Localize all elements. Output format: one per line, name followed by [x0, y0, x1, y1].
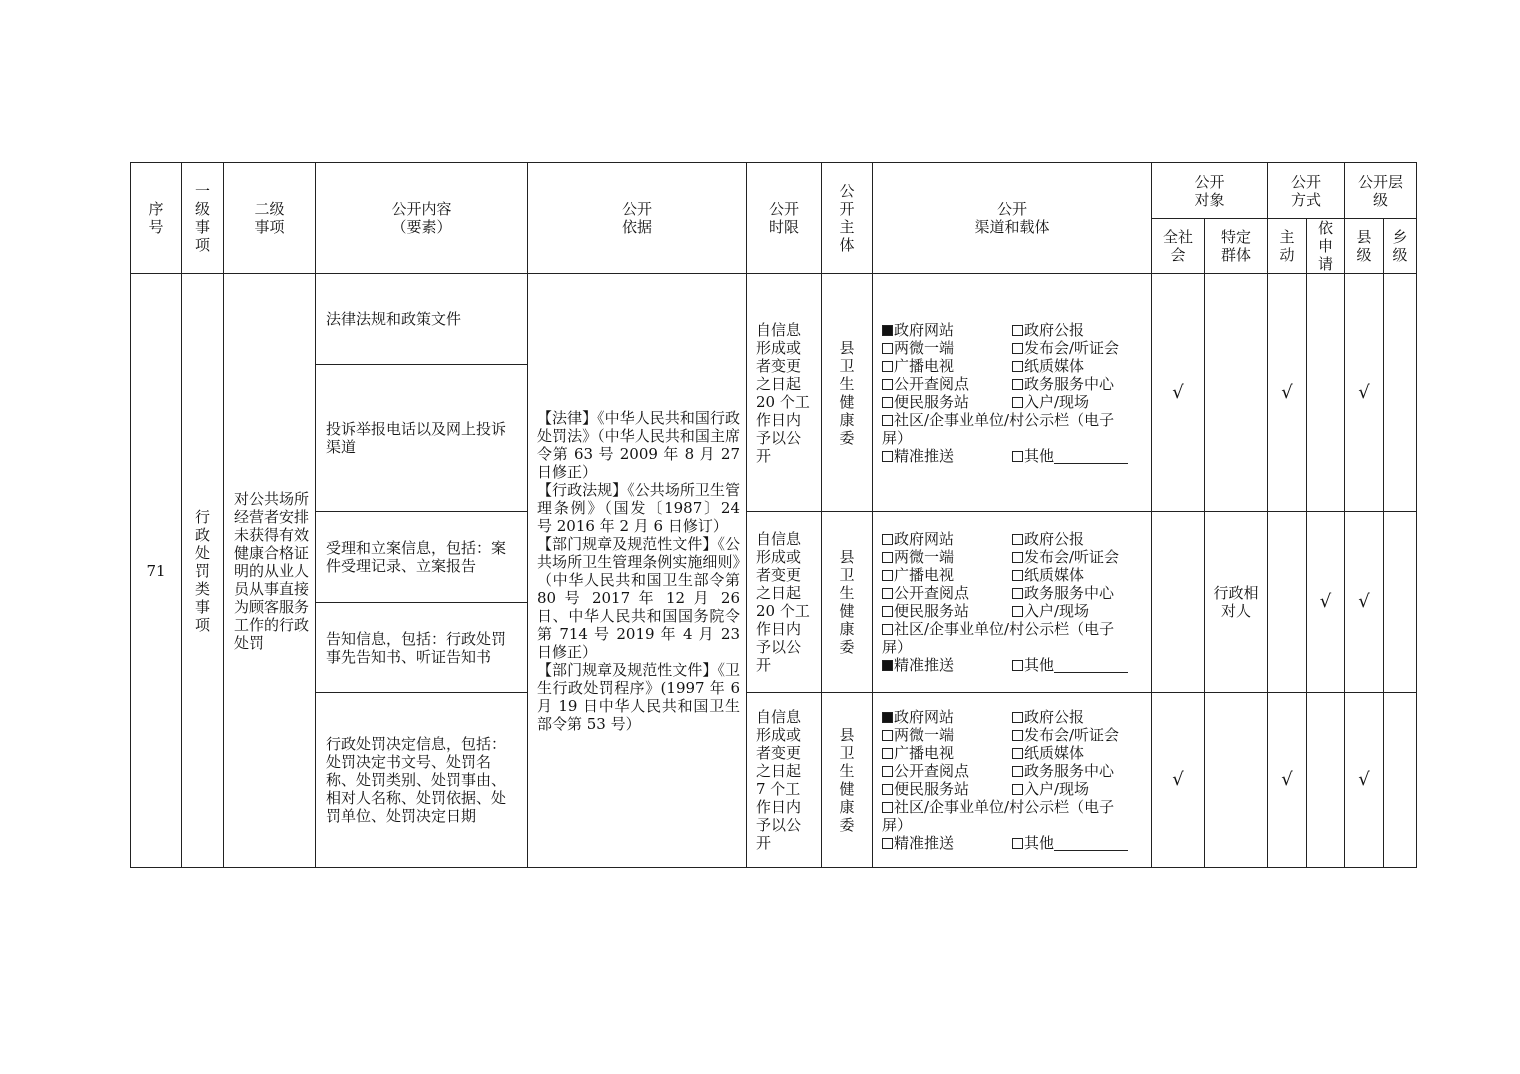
gov-site-checkbox[interactable]	[882, 712, 893, 723]
header-time-limit: 公开 时限	[747, 163, 822, 274]
header-target-all: 全社 会	[1152, 219, 1205, 274]
gov-site-checkbox[interactable]	[882, 534, 893, 545]
header-level2: 二级 事项	[224, 163, 316, 274]
bulletin-checkbox[interactable]	[882, 415, 893, 426]
content-item: 行政处罚决定信息，包括：处罚决定书文号、处罚名称、处罚类别、处罚事由、相对人名称、处罚依据、处罚单位、处罚决定日期	[316, 693, 528, 868]
channel-service-station: 便民服务站	[882, 393, 1012, 411]
disclosure-table	[130, 162, 1417, 868]
channel-other: 其他	[1012, 656, 1132, 674]
press-checkbox[interactable]	[1012, 730, 1023, 741]
channel-other: 其他	[1012, 447, 1132, 465]
header-subject: 公 开 主 体	[822, 163, 873, 274]
channel-paper: 纸质媒体	[1012, 744, 1132, 762]
service-station-checkbox[interactable]	[882, 784, 893, 795]
two-micro-checkbox[interactable]	[882, 343, 893, 354]
channel-door: 入户/现场	[1012, 602, 1132, 620]
door-checkbox[interactable]	[1012, 784, 1023, 795]
channel-gov-gazette: 政府公报	[1012, 321, 1132, 339]
time-limit: 自信息形成或者变更之日起 20 个工作日内予以公开	[747, 274, 822, 512]
method-apply-mark	[1307, 693, 1345, 868]
channel-service-station: 便民服务站	[882, 780, 1012, 798]
method-active-mark: √	[1268, 274, 1307, 512]
service-station-checkbox[interactable]	[882, 397, 893, 408]
paper-checkbox[interactable]	[1012, 361, 1023, 372]
channel-service-center: 政务服务中心	[1012, 584, 1132, 602]
press-checkbox[interactable]	[1012, 552, 1023, 563]
channel-press: 发布会/听证会	[1012, 548, 1132, 566]
row-level1: 行政处罚类事项	[182, 274, 224, 868]
method-apply-mark	[1307, 274, 1345, 512]
tv-checkbox[interactable]	[882, 570, 893, 581]
header-content: 公开内容 （要素）	[316, 163, 528, 274]
channel-door: 入户/现场	[1012, 780, 1132, 798]
channel-reading: 公开查阅点	[882, 375, 1012, 393]
tv-checkbox[interactable]	[882, 361, 893, 372]
paper-checkbox[interactable]	[1012, 570, 1023, 581]
header-method: 公开 方式	[1268, 163, 1345, 219]
channel-push: 精准推送	[882, 656, 1012, 674]
channel-paper: 纸质媒体	[1012, 357, 1132, 375]
two-micro-checkbox[interactable]	[882, 730, 893, 741]
service-station-checkbox[interactable]	[882, 606, 893, 617]
header-level1: 一 级 事 项	[182, 163, 224, 274]
subject: 县卫生健康委	[822, 693, 873, 868]
channel-door: 入户/现场	[1012, 393, 1132, 411]
target-all-mark: √	[1152, 693, 1205, 868]
channel-tv: 广播电视	[882, 744, 1012, 762]
header-method-active: 主 动	[1268, 219, 1307, 274]
channel-bulletin: 社区/企事业单位/村公示栏（电子屏）	[882, 620, 1115, 656]
row-basis: 【法律】《中华人民共和国行政处罚法》（中华人民共和国主席令第 63 号 2009 年 8 月 27 日修正） 【行政法规】《公共场所卫生管理条例》（国发〔1987〕24 号 2016 年 2 月 6 日修订） 【部门规章及规范性文件】《公共场所卫生管理条例实施细则》（中华人民共和国卫生部令第 80 号 2017 年 12 月 26 日、中华人民共和国国务院令第 714 号 2019 年 4 月 23 日修正） 【部门规章及规范性文件】《卫生行政处罚程序》(1997 年 6 月 19 日中华人民共和国卫生部令第 53 号）	[528, 274, 747, 868]
channel-grid	[882, 321, 1141, 465]
gov-gazette-checkbox[interactable]	[1012, 325, 1023, 336]
channel-gov-site: 政府网站	[882, 321, 1012, 339]
header-channel: 公开 渠道和载体	[873, 163, 1152, 274]
target-all-mark: √	[1152, 274, 1205, 512]
door-checkbox[interactable]	[1012, 606, 1023, 617]
channel-gov-site: 政府网站	[882, 708, 1012, 726]
gov-gazette-checkbox[interactable]	[1012, 534, 1023, 545]
other-checkbox[interactable]	[1012, 838, 1023, 849]
content-item: 告知信息，包括：行政处罚事先告知书、听证告知书	[316, 603, 528, 693]
row-level2: 对公共场所经营者安排未获得有效健康合格证明的从业人员从事直接为顾客服务工作的行政处罚	[224, 274, 316, 868]
target-specific: 行政相对人	[1205, 512, 1268, 693]
other-checkbox[interactable]	[1012, 451, 1023, 462]
header-level: 公开层 级	[1345, 163, 1417, 219]
method-active-mark: √	[1268, 693, 1307, 868]
gov-gazette-checkbox[interactable]	[1012, 712, 1023, 723]
target-specific	[1205, 693, 1268, 868]
level-county-mark: √	[1345, 274, 1384, 512]
channel-tv: 广播电视	[882, 357, 1012, 375]
paper-checkbox[interactable]	[1012, 748, 1023, 759]
channel-bulletin: 社区/企事业单位/村公示栏（电子屏）	[882, 410, 1115, 447]
service-center-checkbox[interactable]	[1012, 766, 1023, 777]
channel-gov-site: 政府网站	[882, 530, 1012, 548]
reading-checkbox[interactable]	[882, 766, 893, 777]
subject: 县卫生健康委	[822, 274, 873, 512]
level-county-mark: √	[1345, 512, 1384, 693]
push-checkbox[interactable]	[882, 838, 893, 849]
gov-site-checkbox[interactable]	[882, 325, 893, 336]
other-blank-line[interactable]	[1054, 658, 1128, 673]
service-center-checkbox[interactable]	[1012, 588, 1023, 599]
channel-grid	[882, 708, 1141, 852]
two-micro-checkbox[interactable]	[882, 552, 893, 563]
header-method-apply: 依 申 请	[1307, 219, 1345, 274]
door-checkbox[interactable]	[1012, 397, 1023, 408]
bulletin-checkbox[interactable]	[882, 624, 893, 635]
target-specific	[1205, 274, 1268, 512]
channel-other: 其他	[1012, 834, 1132, 852]
channel-list	[873, 512, 1152, 693]
bulletin-checkbox[interactable]	[882, 802, 893, 813]
header-level-county: 县 级	[1345, 219, 1384, 274]
level-township-mark	[1384, 274, 1417, 512]
push-checkbox[interactable]	[882, 451, 893, 462]
channel-press: 发布会/听证会	[1012, 726, 1132, 744]
level-township-mark	[1384, 512, 1417, 693]
table-row	[131, 512, 1417, 603]
reading-checkbox[interactable]	[882, 588, 893, 599]
method-apply-mark: √	[1307, 512, 1345, 693]
channel-bulletin: 社区/企事业单位/村公示栏（电子屏）	[882, 798, 1115, 834]
content-item: 受理和立案信息，包括：案件受理记录、立案报告	[316, 512, 528, 603]
table-row	[131, 274, 1417, 365]
channel-push: 精准推送	[882, 447, 1012, 465]
channel-grid	[882, 530, 1141, 674]
content-item: 法律法规和政策文件	[316, 274, 528, 365]
channel-list	[873, 693, 1152, 868]
channel-tv: 广播电视	[882, 566, 1012, 584]
channel-two-micro: 两微一端	[882, 548, 1012, 566]
other-checkbox[interactable]	[1012, 660, 1023, 671]
content-item: 投诉举报电话以及网上投诉渠道	[316, 365, 528, 512]
channel-two-micro: 两微一端	[882, 339, 1012, 357]
header-target-specific: 特定 群体	[1205, 219, 1268, 274]
header-seq: 序 号	[131, 163, 182, 274]
channel-press: 发布会/听证会	[1012, 339, 1132, 357]
level-township-mark	[1384, 693, 1417, 868]
channel-gov-gazette: 政府公报	[1012, 708, 1132, 726]
header-target: 公开 对象	[1152, 163, 1268, 219]
channel-two-micro: 两微一端	[882, 726, 1012, 744]
channel-gov-gazette: 政府公报	[1012, 530, 1132, 548]
tv-checkbox[interactable]	[882, 748, 893, 759]
method-active-mark	[1268, 512, 1307, 693]
other-blank-line[interactable]	[1054, 836, 1128, 851]
push-checkbox[interactable]	[882, 660, 893, 671]
time-limit: 自信息形成或者变更之日起 7 个工作日内予以公开	[747, 693, 822, 868]
channel-service-center: 政务服务中心	[1012, 762, 1132, 780]
press-checkbox[interactable]	[1012, 343, 1023, 354]
row-seq: 71	[131, 274, 182, 868]
channel-list	[873, 274, 1152, 512]
header-basis: 公开 依据	[528, 163, 747, 274]
channel-service-station: 便民服务站	[882, 602, 1012, 620]
table-row	[131, 693, 1417, 868]
channel-service-center: 政务服务中心	[1012, 375, 1132, 393]
service-center-checkbox[interactable]	[1012, 379, 1023, 390]
subject: 县卫生健康委	[822, 512, 873, 693]
channel-paper: 纸质媒体	[1012, 566, 1132, 584]
other-blank-line[interactable]	[1054, 449, 1128, 464]
channel-reading: 公开查阅点	[882, 584, 1012, 602]
level-county-mark: √	[1345, 693, 1384, 868]
channel-push: 精准推送	[882, 834, 1012, 852]
target-all-mark	[1152, 512, 1205, 693]
channel-reading: 公开查阅点	[882, 762, 1012, 780]
header-level-township: 乡 级	[1384, 219, 1417, 274]
time-limit: 自信息形成或者变更之日起 20 个工作日内予以公开	[747, 512, 822, 693]
reading-checkbox[interactable]	[882, 379, 893, 390]
